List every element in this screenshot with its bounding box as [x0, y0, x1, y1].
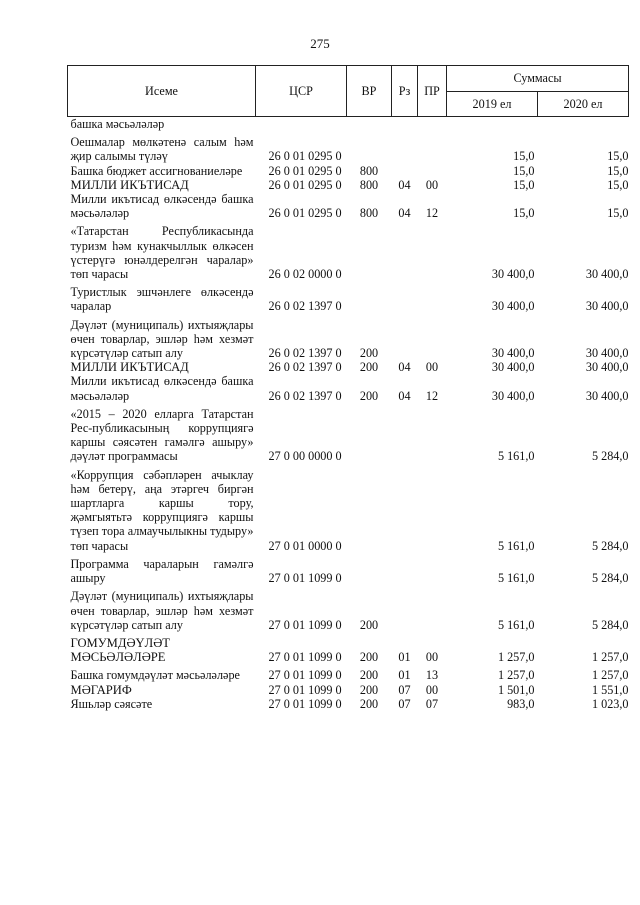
row-pr: 13	[425, 668, 439, 683]
table-row	[68, 314, 629, 361]
row-vr	[347, 464, 392, 553]
row-csr: 26 0 01 0295 0	[268, 149, 342, 164]
row-sum-2019: 15,0	[513, 206, 535, 221]
row-sum-2020: 15,0	[607, 206, 629, 221]
row-vr: 800	[359, 177, 379, 192]
row-pr: 12	[425, 388, 439, 403]
row-rz	[392, 220, 418, 281]
row-sum-2019: 5 161,0	[497, 571, 535, 586]
row-sum-2019: 30 400,0	[491, 346, 535, 361]
row-rz	[392, 117, 418, 132]
row-sum-2019	[447, 117, 538, 132]
page-number: 275	[310, 36, 330, 51]
row-pr: 07	[425, 696, 439, 711]
row-rz	[392, 281, 418, 313]
row-pr	[418, 403, 447, 464]
header-pr: ПР	[418, 66, 447, 117]
table-row	[68, 632, 629, 664]
row-sum-2020: 30 400,0	[585, 388, 629, 403]
header-year-2019: 2019 ел	[447, 92, 538, 117]
table-row	[68, 360, 629, 374]
row-sum-2020: 5 284,0	[591, 571, 629, 586]
row-sum-2020: 1 257,0	[591, 650, 629, 665]
row-sum-2020: 30 400,0	[585, 299, 629, 314]
row-sum-2019: 1 257,0	[497, 650, 535, 665]
row-pr: 12	[425, 206, 439, 221]
row-csr: 27 0 01 1099 0	[268, 668, 342, 683]
header-name: Исеме	[68, 66, 256, 117]
row-name: «Татарстан Республикасында туризм һәм кунакчыллык өлкәсен үстерүгә юнәлдерелгән чаралар» төп чарасы	[70, 224, 254, 282]
table-row	[68, 464, 629, 553]
row-vr	[347, 281, 392, 313]
row-csr: 26 0 01 0295 0	[268, 163, 342, 178]
table-row	[68, 697, 629, 711]
row-name: Туристлык эшчәнлеге өлкәсендә чаралар	[70, 285, 254, 314]
row-vr: 200	[359, 346, 379, 361]
row-name: «Коррупция сәбәпләрен ачыклау һәм бетерү, аңа этәргеч биргән шартларга каршы тору, җәмгыятьтә коррупциягә каршы түзеп тора алмаучылыкны тудыру» төп чарасы	[70, 467, 254, 553]
budget-table	[67, 65, 629, 711]
table-row	[68, 585, 629, 632]
row-rz	[392, 314, 418, 361]
row-pr	[418, 117, 447, 132]
row-vr	[347, 553, 392, 585]
row-sum-2019: 1 257,0	[497, 668, 535, 683]
row-vr: 200	[359, 650, 379, 665]
row-pr: 00	[425, 177, 439, 192]
row-name: башка мәсьәләләр	[70, 117, 165, 131]
row-pr: 00	[425, 360, 439, 375]
table-row	[68, 192, 629, 220]
row-csr: 27 0 01 1099 0	[268, 696, 342, 711]
row-sum-2019: 15,0	[513, 163, 535, 178]
row-rz: 01	[398, 650, 411, 665]
row-vr: 800	[359, 163, 379, 178]
row-rz	[392, 464, 418, 553]
row-name: Дәүләт (муниципаль) ихтыяҗлары өчен товарлар, эшләр һәм хезмәт күрсәтүләр сатып алу	[70, 589, 254, 632]
row-vr: 200	[359, 682, 379, 697]
row-sum-2020: 5 284,0	[591, 617, 629, 632]
table-row	[68, 178, 629, 192]
row-vr: 200	[359, 388, 379, 403]
row-vr	[347, 117, 392, 132]
row-sum-2020: 30 400,0	[585, 360, 629, 375]
row-sum-2020: 15,0	[607, 163, 629, 178]
header-csr: ЦСР	[256, 66, 347, 117]
row-pr: 00	[425, 682, 439, 697]
row-sum-2020: 1 257,0	[591, 668, 629, 683]
row-name: Милли икътисад өлкәсендә башка мәсьәләләр	[70, 192, 254, 221]
table-body	[68, 117, 629, 711]
row-vr	[347, 220, 392, 281]
table-row	[68, 664, 629, 682]
row-sum-2019: 30 400,0	[491, 388, 535, 403]
table-row	[68, 220, 629, 281]
row-sum-2019: 983,0	[507, 696, 535, 711]
row-vr: 200	[359, 696, 379, 711]
table-row	[68, 281, 629, 313]
row-name: Башка бюджет ассигнованиеләре	[70, 163, 243, 178]
header-vr: ВР	[347, 66, 392, 117]
row-rz	[392, 585, 418, 632]
row-pr	[418, 464, 447, 553]
row-sum-2019: 5 161,0	[497, 538, 535, 553]
row-name: МИЛЛИ ИКЪТИСАД	[70, 177, 189, 192]
row-name: «2015 – 2020 елларга Татарстан Рес-публикасының коррупциягә каршы сәясәтен гамәлгә ашыру» дәүләт программасы	[70, 406, 254, 464]
row-sum-2020: 1 023,0	[591, 696, 629, 711]
row-rz	[392, 164, 418, 178]
row-csr: 26 0 02 1397 0	[268, 299, 342, 314]
row-sum-2020: 5 284,0	[591, 538, 629, 553]
row-sum-2019: 30 400,0	[491, 267, 535, 282]
row-name: Оешмалар мөлкәтенә салым һәм җир салымы түләү	[70, 135, 254, 164]
table-row	[68, 117, 629, 132]
row-pr	[418, 553, 447, 585]
row-name: Башка гомумдәүләт мәсьәләләре	[70, 668, 240, 683]
row-rz	[392, 403, 418, 464]
row-sum-2020: 30 400,0	[585, 346, 629, 361]
row-sum-2019: 30 400,0	[491, 360, 535, 375]
row-vr	[347, 403, 392, 464]
row-vr	[347, 131, 392, 163]
row-rz	[392, 131, 418, 163]
row-name: Милли икътисад өлкәсендә башка мәсьәләләр	[70, 374, 254, 403]
row-csr: 27 0 01 0000 0	[268, 538, 342, 553]
table-row	[68, 131, 629, 163]
row-sum-2019: 5 161,0	[497, 617, 535, 632]
row-rz	[392, 553, 418, 585]
row-csr: 26 0 02 0000 0	[268, 267, 342, 282]
row-csr: 26 0 02 1397 0	[268, 388, 342, 403]
row-pr	[418, 585, 447, 632]
row-sum-2020: 5 284,0	[591, 449, 629, 464]
header-rz: Рз	[392, 66, 418, 117]
row-pr: 00	[425, 650, 439, 665]
row-vr: 200	[359, 360, 379, 375]
row-name: Программа чараларын гамәлгә ашыру	[70, 556, 254, 586]
row-name: Яшьләр сәясәте	[70, 696, 153, 711]
row-rz: 01	[398, 668, 411, 683]
row-csr: 27 0 01 1099 0	[268, 650, 342, 665]
row-csr: 27 0 01 1099 0	[268, 682, 342, 697]
table-row	[68, 403, 629, 464]
row-csr: 26 0 01 0295 0	[268, 177, 342, 192]
row-sum-2019: 15,0	[513, 149, 535, 164]
row-csr: 27 0 01 1099 0	[268, 617, 342, 632]
row-rz: 04	[398, 388, 411, 403]
row-csr	[256, 117, 347, 132]
row-csr: 27 0 01 1099 0	[268, 571, 342, 586]
row-sum-2019: 30 400,0	[491, 299, 535, 314]
row-sum-2019: 1 501,0	[497, 682, 535, 697]
row-rz: 04	[398, 177, 411, 192]
row-sum-2019: 5 161,0	[497, 449, 535, 464]
row-rz: 07	[398, 682, 411, 697]
row-pr	[418, 314, 447, 361]
row-name: Дәүләт (муниципаль) ихтыяҗлары өчен товарлар, эшләр һәм хезмәт күрсәтүләр сатып алу	[70, 317, 254, 361]
row-vr: 200	[359, 668, 379, 683]
row-name: ГОМУМДӘҮЛӘТ МӘСЬӘЛӘЛӘРЕ	[70, 635, 170, 665]
row-pr	[418, 164, 447, 178]
row-sum-2019: 15,0	[513, 177, 535, 192]
table-row	[68, 683, 629, 697]
table-row	[68, 164, 629, 178]
table-row	[68, 374, 629, 402]
row-rz: 04	[398, 360, 411, 375]
row-csr: 26 0 01 0295 0	[268, 206, 342, 221]
row-sum-2020	[538, 117, 629, 132]
row-vr: 200	[359, 617, 379, 632]
header-year-2020: 2020 ел	[538, 92, 629, 117]
row-sum-2020: 1 551,0	[591, 682, 629, 697]
row-csr: 26 0 02 1397 0	[268, 360, 342, 375]
row-csr: 27 0 00 0000 0	[268, 449, 342, 464]
row-name: МӘГАРИФ	[70, 682, 132, 697]
row-pr	[418, 131, 447, 163]
row-sum-2020: 15,0	[607, 177, 629, 192]
row-pr	[418, 281, 447, 313]
header-sums: Суммасы	[447, 66, 629, 92]
row-pr	[418, 220, 447, 281]
row-sum-2020: 30 400,0	[585, 267, 629, 282]
table-row	[68, 553, 629, 585]
table-header	[68, 66, 629, 117]
row-vr: 800	[359, 206, 379, 221]
row-csr: 26 0 02 1397 0	[268, 346, 342, 361]
row-rz: 07	[398, 696, 411, 711]
row-rz: 04	[398, 206, 411, 221]
row-sum-2020: 15,0	[607, 149, 629, 164]
row-name: МИЛЛИ ИКЪТИСАД	[70, 360, 189, 375]
